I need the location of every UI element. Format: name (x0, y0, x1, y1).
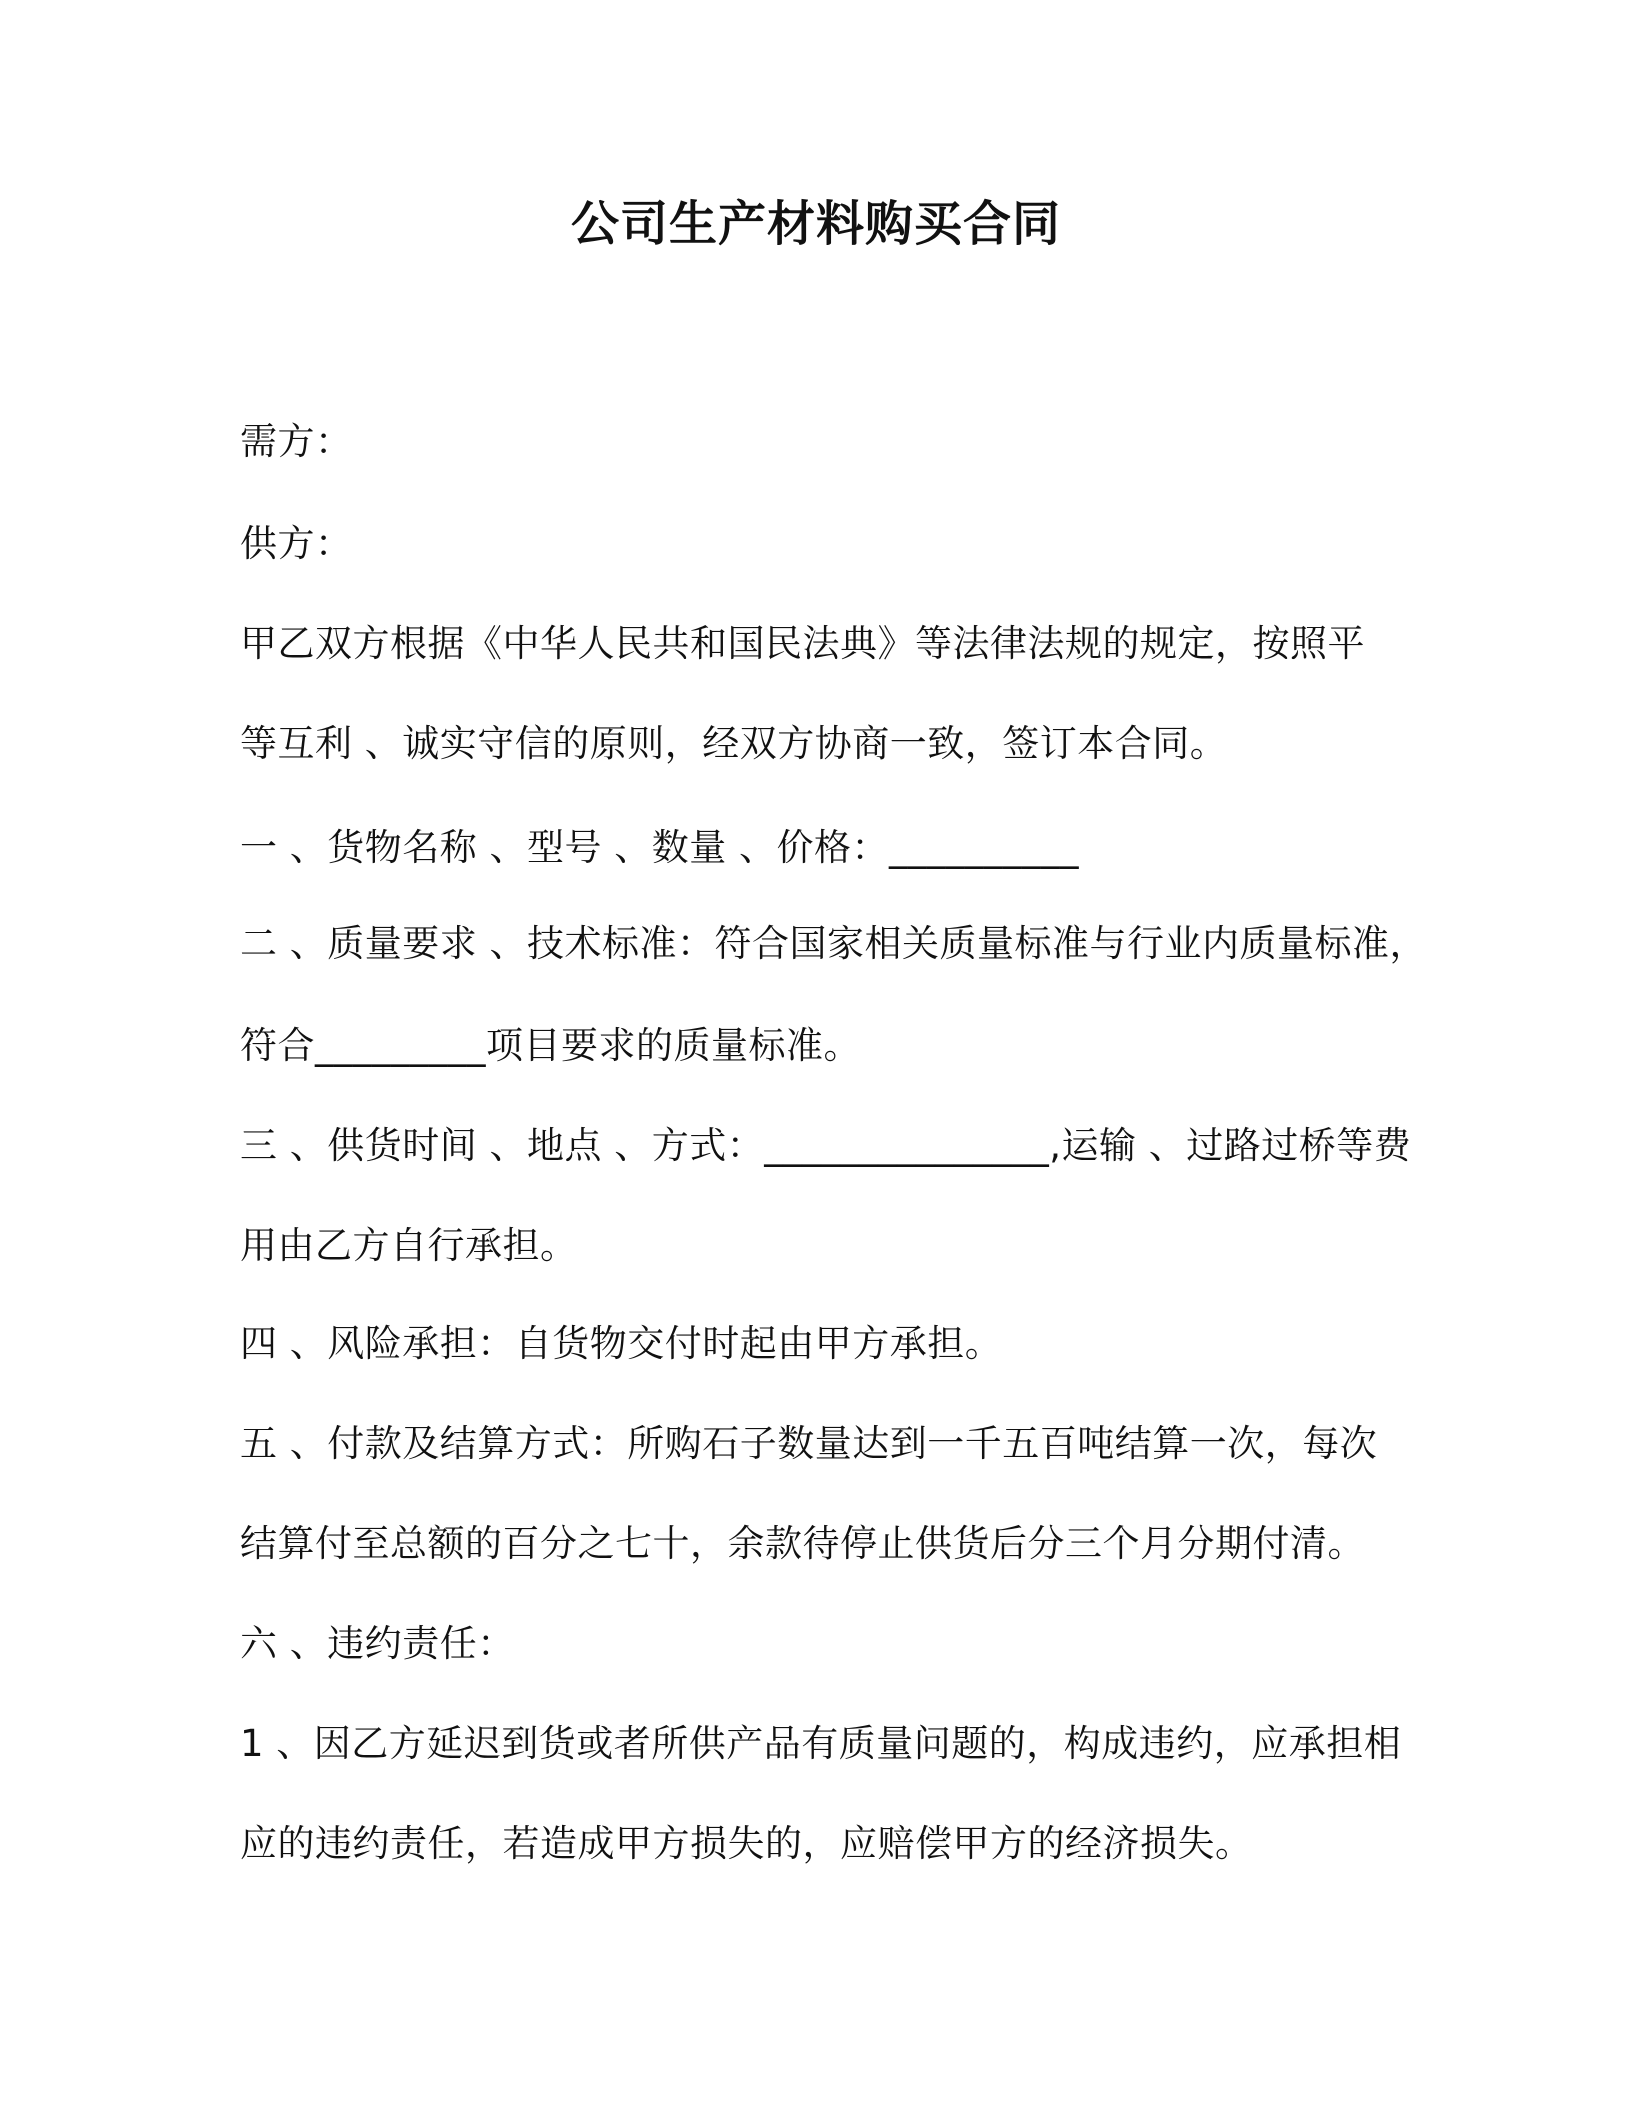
clause-2-quality-line-1: 二 、质量要求 、技术标准：符合国家相关质量标准与行业内质量标准， (240, 922, 1428, 965)
clause-3-delivery-line-1: 三 、供货时间 、地点 、方式：_______________,运输 、过路过桥等费 (240, 1124, 1412, 1167)
clause-5-payment-line-1: 五 、付款及结算方式：所购石子数量达到一千五百吨结算一次，每次 (240, 1422, 1378, 1465)
clause-6-item-1-line-1: 1 、因乙方延迟到货或者所供产品有质量问题的，构成违约，应承担相 (240, 1722, 1402, 1765)
clause-6-item-1-line-2: 应的违约责任，若造成甲方损失的，应赔偿甲方的经济损失。 (240, 1822, 1253, 1865)
demander-line: 需方： (240, 420, 353, 463)
clause-3-delivery-line-2: 用由乙方自行承担。 (240, 1224, 578, 1267)
clause-2-quality-line-2: 符合_________项目要求的质量标准。 (240, 1024, 861, 1067)
preamble-line-1: 甲乙双方根据《中华人民共和国民法典》等法律法规的规定，按照平 (240, 622, 1365, 665)
clause-6-heading: 六 、违约责任： (240, 1622, 515, 1665)
document-title: 公司生产材料购买合同 (570, 196, 1061, 252)
clause-4-risk: 四 、风险承担：自货物交付时起由甲方承担。 (240, 1322, 1003, 1365)
clause-1-goods: 一 、货物名称 、型号 、数量 、价格：__________ (240, 826, 1080, 869)
supplier-line: 供方： (240, 522, 353, 565)
clause-5-payment-line-2: 结算付至总额的百分之七十，余款待停止供货后分三个月分期付清。 (240, 1522, 1365, 1565)
preamble-line-2: 等互利 、诚实守信的原则，经双方协商一致，签订本合同。 (240, 722, 1228, 765)
